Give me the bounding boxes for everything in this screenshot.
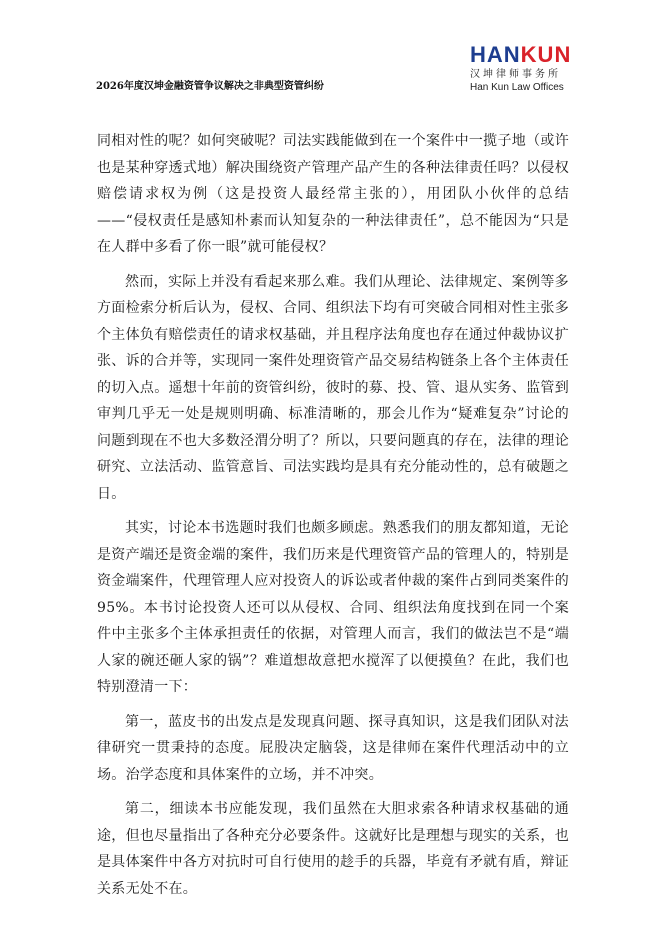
logo-wordmark: [470, 44, 600, 66]
logo-english-name: Han Kun Law Offices: [470, 82, 564, 93]
paragraph-2: 然而，实际上并没有看起来那么难。我们从理论、法律规定、案例等多方面检索分析后认为，侵权、合同、组织法下均有可突破合同相对性主张多个主体负有赔偿责任的请求权基础，并且程序法角度也存在通过仲裁协议扩张、诉的合并等，实现同一案件处理资管产品交易结构链条上各个主体责任的切入点。遥想十年前的资管纠纷，彼时的募、投、管、退从实务、监管到审判几乎无一处是规则明确、标准清晰的，那会儿作为“疑难复杂”讨论的问题到现在不也大多数泾渭分明了？所以，只要问题真的存在，法律的理论研究、立法活动、监管意旨、司法实践均是具有充分能动性的，总有破题之日。: [97, 273, 569, 502]
logo-wordmark-kun: KUN: [520, 42, 572, 67]
hankun-logo: [470, 44, 600, 100]
logo-chinese-name: 汉坤律师事务所: [470, 69, 561, 80]
running-header-title: 2026年度汉坤金融资管争议解决之非典型资管纠纷: [96, 81, 324, 92]
page-header: [0, 0, 662, 110]
paragraph-5: 第二，细读本书应能发现，我们虽然在大胆求索各种请求权基础的通途，但也尽量指出了各种充分必要条件。这就好比是理想与现实的关系，也是具体案件中各方对抗时可自行使用的趁手的兵器，毕竟有矛就有盾，辩证关系无处不在。: [97, 801, 569, 897]
body-content: [97, 128, 569, 910]
paragraph-3: 其实，讨论本书选题时我们也颇多顾虑。熟悉我们的朋友都知道，无论是资产端还是资金端的案件，我们历来是代理资管产品的管理人的，特别是资金端案件，代理管理人应对投资人的诉讼或者仲裁的案件占到同类案件的 95%。本书讨论投资人还可以从侵权、合同、组织法角度找到在同一个案件中主张多个主体承担责任的依据，对管理人而言，我们的做法岂不是“端人家的碗还砸人家的锅”？难道想故意把水搅浑了以便摸鱼？在此，我们也特别澄清一下：: [97, 520, 569, 695]
logo-wordmark-han: HAN: [470, 42, 521, 67]
paragraph-4: 第一，蓝皮书的出发点是发现真问题、探寻真知识，这是我们团队对法律研究一贯秉持的态度。屁股决定脑袋，这是律师在案件代理活动中的立场。治学态度和具体案件的立场，并不冲突。: [97, 713, 569, 783]
paragraph-1: 同相对性的呢？如何突破呢？司法实践能做到在一个案件中一揽子地（或许也是某种穿透式地）解决围绕资产管理产品产生的各种法律责任吗？以侵权赔偿请求权为例（这是投资人最经常主张的），用团队小伙伴的总结——“侵权责任是感知朴素而认知复杂的一种法律责任”，总不能因为“只是在人群中多看了你一眼”就可能侵权？: [97, 133, 569, 255]
